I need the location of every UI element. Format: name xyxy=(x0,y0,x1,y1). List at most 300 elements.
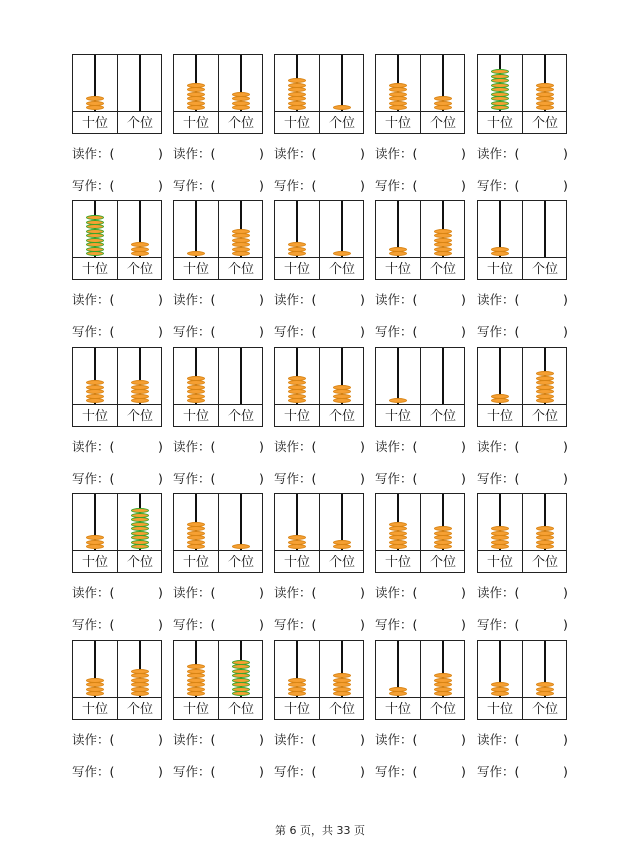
abacus-diagram xyxy=(72,493,162,573)
write-as-label: 写作：( xyxy=(375,764,418,779)
close-paren: ) xyxy=(461,324,466,339)
tens-label: 十位 xyxy=(283,262,310,277)
write-as-label: 写作：( xyxy=(173,764,216,779)
ones-label: 个位 xyxy=(328,262,355,277)
close-paren: ) xyxy=(259,732,264,747)
write-as-line xyxy=(72,471,168,487)
tens-bead xyxy=(86,535,104,540)
tens-bead xyxy=(491,69,509,74)
close-paren: ) xyxy=(158,146,163,161)
close-paren: ) xyxy=(158,764,163,779)
exercise-item xyxy=(274,54,374,194)
close-paren: ) xyxy=(461,146,466,161)
read-as-line xyxy=(477,439,573,455)
tens-bead xyxy=(86,215,104,220)
close-paren: ) xyxy=(158,732,163,747)
write-as-line xyxy=(173,471,269,487)
tens-bead xyxy=(491,531,509,536)
write-as-label: 写作：( xyxy=(72,324,115,339)
ones-bead xyxy=(434,687,452,692)
abacus-diagram xyxy=(173,640,263,720)
tens-bead xyxy=(288,535,306,540)
ones-label: 个位 xyxy=(429,409,456,424)
tens-bead xyxy=(491,540,509,545)
write-as-label: 写作：( xyxy=(375,178,418,193)
ones-label: 个位 xyxy=(227,555,254,570)
write-as-line xyxy=(375,324,471,340)
ones-bead xyxy=(536,389,554,394)
ones-bead xyxy=(333,394,351,399)
read-as-line xyxy=(375,732,471,748)
exercise-item xyxy=(477,493,577,633)
close-paren: ) xyxy=(259,764,264,779)
abacus-diagram xyxy=(173,200,263,280)
tens-bead xyxy=(187,678,205,683)
tens-bead xyxy=(86,224,104,229)
tens-label: 十位 xyxy=(486,702,513,717)
write-as-line xyxy=(72,178,168,194)
read-as-label: 读作：( xyxy=(274,732,317,747)
ones-bead xyxy=(434,242,452,247)
tens-bead xyxy=(187,540,205,545)
tens-bead xyxy=(187,682,205,687)
page-footer: 第 6 页，共 33 页 xyxy=(275,824,365,837)
tens-bead xyxy=(389,83,407,88)
ones-bead xyxy=(232,544,250,549)
ones-label: 个位 xyxy=(429,116,456,131)
ones-bead xyxy=(131,526,149,531)
abacus-diagram xyxy=(477,493,567,573)
exercise-item xyxy=(173,493,273,633)
ones-bead xyxy=(232,233,250,238)
tens-bead xyxy=(491,105,509,110)
ones-bead xyxy=(131,398,149,403)
read-as-line xyxy=(375,439,471,455)
tens-label: 十位 xyxy=(486,409,513,424)
tens-label: 十位 xyxy=(81,409,108,424)
ones-bead xyxy=(536,101,554,106)
ones-bead xyxy=(536,544,554,549)
tens-bead xyxy=(491,535,509,540)
tens-label: 十位 xyxy=(486,116,513,131)
ones-bead xyxy=(536,526,554,531)
read-as-label: 读作：( xyxy=(72,585,115,600)
tens-bead xyxy=(389,535,407,540)
exercise-item xyxy=(375,347,475,487)
exercise-item xyxy=(72,493,172,633)
tens-bead xyxy=(491,92,509,97)
read-as-line xyxy=(477,146,573,162)
abacus-diagram xyxy=(375,347,465,427)
ones-rod xyxy=(341,55,343,111)
tens-label: 十位 xyxy=(283,555,310,570)
ones-bead xyxy=(434,678,452,683)
tens-bead xyxy=(187,92,205,97)
tens-bead xyxy=(187,251,205,256)
read-as-line xyxy=(477,585,573,601)
write-as-line xyxy=(173,178,269,194)
abacus-diagram xyxy=(72,347,162,427)
write-as-line xyxy=(477,764,573,780)
write-as-label: 写作：( xyxy=(375,324,418,339)
exercise-item xyxy=(375,640,475,780)
write-as-label: 写作：( xyxy=(477,617,520,632)
tens-bead xyxy=(86,389,104,394)
tens-bead xyxy=(86,398,104,403)
ones-bead xyxy=(536,398,554,403)
tens-bead xyxy=(187,535,205,540)
ones-label: 个位 xyxy=(126,116,153,131)
ones-bead xyxy=(232,678,250,683)
write-as-label: 写作：( xyxy=(274,764,317,779)
tens-bead xyxy=(389,105,407,110)
tens-bead xyxy=(288,682,306,687)
ones-bead xyxy=(232,229,250,234)
ones-bead xyxy=(333,389,351,394)
tens-label: 十位 xyxy=(182,262,209,277)
tens-bead xyxy=(288,96,306,101)
read-as-label: 读作：( xyxy=(477,439,520,454)
tens-bead xyxy=(86,544,104,549)
close-paren: ) xyxy=(259,617,264,632)
close-paren: ) xyxy=(158,585,163,600)
write-as-line xyxy=(72,324,168,340)
ones-bead xyxy=(536,682,554,687)
tens-label: 十位 xyxy=(81,262,108,277)
read-as-label: 读作：( xyxy=(375,146,418,161)
ones-bead xyxy=(131,394,149,399)
write-as-label: 写作：( xyxy=(72,471,115,486)
ones-label: 个位 xyxy=(227,116,254,131)
ones-bead xyxy=(131,687,149,692)
ones-bead xyxy=(232,669,250,674)
tens-bead xyxy=(288,105,306,110)
close-paren: ) xyxy=(461,764,466,779)
tens-bead xyxy=(288,87,306,92)
ones-label: 个位 xyxy=(531,555,558,570)
ones-label: 个位 xyxy=(531,262,558,277)
close-paren: ) xyxy=(461,585,466,600)
read-as-line xyxy=(72,439,168,455)
write-as-label: 写作：( xyxy=(477,471,520,486)
tens-bead xyxy=(288,540,306,545)
tens-bead xyxy=(86,540,104,545)
read-as-label: 读作：( xyxy=(274,439,317,454)
close-paren: ) xyxy=(360,324,365,339)
read-as-label: 读作：( xyxy=(477,732,520,747)
write-as-label: 写作：( xyxy=(477,324,520,339)
tens-bead xyxy=(288,385,306,390)
tens-bead xyxy=(187,691,205,696)
write-as-line xyxy=(72,617,168,633)
tens-bead xyxy=(86,96,104,101)
abacus-diagram xyxy=(375,640,465,720)
ones-bead xyxy=(536,96,554,101)
close-paren: ) xyxy=(360,732,365,747)
tens-rod xyxy=(397,348,399,404)
tens-rod xyxy=(195,201,197,257)
ones-bead xyxy=(232,251,250,256)
read-as-line xyxy=(173,439,269,455)
exercise-item xyxy=(477,54,577,194)
ones-label: 个位 xyxy=(429,555,456,570)
ones-bead xyxy=(131,513,149,518)
tens-bead xyxy=(86,251,104,256)
abacus-diagram xyxy=(173,54,263,134)
read-as-line xyxy=(375,585,471,601)
ones-bead xyxy=(536,83,554,88)
tens-bead xyxy=(187,673,205,678)
ones-bead xyxy=(434,526,452,531)
tens-bead xyxy=(389,526,407,531)
tens-bead xyxy=(288,544,306,549)
tens-bead xyxy=(86,682,104,687)
write-as-line xyxy=(375,471,471,487)
ones-bead xyxy=(536,531,554,536)
tens-bead xyxy=(389,247,407,252)
exercise-item xyxy=(72,200,172,340)
read-as-line xyxy=(375,292,471,308)
close-paren: ) xyxy=(158,439,163,454)
write-as-line xyxy=(477,471,573,487)
close-paren: ) xyxy=(461,439,466,454)
ones-bead xyxy=(131,385,149,390)
tens-bead xyxy=(491,247,509,252)
tens-bead xyxy=(491,83,509,88)
ones-bead xyxy=(434,682,452,687)
ones-bead xyxy=(232,691,250,696)
ones-bead xyxy=(131,535,149,540)
ones-bead xyxy=(131,508,149,513)
tens-bead xyxy=(491,78,509,83)
tens-label: 十位 xyxy=(384,116,411,131)
tens-bead xyxy=(86,691,104,696)
ones-bead xyxy=(232,673,250,678)
close-paren: ) xyxy=(259,471,264,486)
tens-bead xyxy=(86,105,104,110)
write-as-label: 写作：( xyxy=(477,764,520,779)
exercise-item xyxy=(477,200,577,340)
tens-bead xyxy=(288,376,306,381)
ones-bead xyxy=(536,376,554,381)
ones-bead xyxy=(434,247,452,252)
close-paren: ) xyxy=(360,439,365,454)
write-as-line xyxy=(173,764,269,780)
close-paren: ) xyxy=(259,324,264,339)
tens-label: 十位 xyxy=(81,702,108,717)
exercise-item xyxy=(274,640,374,780)
tens-bead xyxy=(86,101,104,106)
abacus-diagram xyxy=(72,640,162,720)
write-as-line xyxy=(274,764,370,780)
tens-label: 十位 xyxy=(486,262,513,277)
close-paren: ) xyxy=(158,471,163,486)
ones-rod xyxy=(341,201,343,257)
tens-bead xyxy=(187,101,205,106)
ones-bead xyxy=(131,544,149,549)
read-as-line xyxy=(375,146,471,162)
close-paren: ) xyxy=(461,178,466,193)
read-as-label: 读作：( xyxy=(274,292,317,307)
tens-bead xyxy=(288,687,306,692)
abacus-diagram xyxy=(274,640,364,720)
ones-bead xyxy=(131,247,149,252)
read-as-label: 读作：( xyxy=(375,585,418,600)
tens-bead xyxy=(86,247,104,252)
tens-bead xyxy=(288,678,306,683)
ones-bead xyxy=(232,101,250,106)
close-paren: ) xyxy=(158,292,163,307)
ones-bead xyxy=(434,531,452,536)
read-as-label: 读作：( xyxy=(375,732,418,747)
abacus-diagram xyxy=(274,347,364,427)
close-paren: ) xyxy=(259,439,264,454)
ones-bead xyxy=(131,251,149,256)
exercise-item xyxy=(72,347,172,487)
ones-rod xyxy=(442,348,444,404)
tens-bead xyxy=(491,691,509,696)
close-paren: ) xyxy=(563,178,568,193)
close-paren: ) xyxy=(360,178,365,193)
write-as-line xyxy=(274,324,370,340)
tens-bead xyxy=(389,251,407,256)
read-as-label: 读作：( xyxy=(72,146,115,161)
write-as-line xyxy=(375,764,471,780)
ones-label: 个位 xyxy=(429,262,456,277)
abacus-diagram xyxy=(274,493,364,573)
tens-bead xyxy=(288,83,306,88)
ones-bead xyxy=(536,691,554,696)
tens-bead xyxy=(288,389,306,394)
exercise-item xyxy=(375,54,475,194)
read-as-label: 读作：( xyxy=(477,292,520,307)
write-as-label: 写作：( xyxy=(72,178,115,193)
read-as-line xyxy=(173,732,269,748)
ones-bead xyxy=(434,229,452,234)
tens-bead xyxy=(389,398,407,403)
close-paren: ) xyxy=(360,585,365,600)
tens-bead xyxy=(389,96,407,101)
ones-bead xyxy=(232,687,250,692)
read-as-line xyxy=(477,732,573,748)
read-as-line xyxy=(173,146,269,162)
close-paren: ) xyxy=(563,585,568,600)
ones-bead xyxy=(536,385,554,390)
exercise-item xyxy=(274,493,374,633)
write-as-line xyxy=(274,617,370,633)
exercise-item xyxy=(375,200,475,340)
ones-label: 个位 xyxy=(531,702,558,717)
tens-bead xyxy=(187,385,205,390)
ones-bead xyxy=(434,238,452,243)
ones-bead xyxy=(434,673,452,678)
close-paren: ) xyxy=(461,617,466,632)
tens-bead xyxy=(288,380,306,385)
tens-bead xyxy=(491,394,509,399)
ones-label: 个位 xyxy=(126,555,153,570)
tens-bead xyxy=(86,394,104,399)
tens-bead xyxy=(389,544,407,549)
ones-bead xyxy=(333,682,351,687)
tens-bead xyxy=(86,238,104,243)
tens-bead xyxy=(389,540,407,545)
ones-bead xyxy=(434,105,452,110)
read-as-line xyxy=(72,585,168,601)
ones-bead xyxy=(131,242,149,247)
tens-bead xyxy=(187,380,205,385)
read-as-label: 读作：( xyxy=(173,732,216,747)
tens-bead xyxy=(288,78,306,83)
tens-bead xyxy=(389,687,407,692)
exercise-item xyxy=(477,347,577,487)
read-as-label: 读作：( xyxy=(274,146,317,161)
tens-label: 十位 xyxy=(283,702,310,717)
read-as-line xyxy=(274,146,370,162)
tens-bead xyxy=(491,87,509,92)
tens-bead xyxy=(187,389,205,394)
ones-rod xyxy=(240,494,242,550)
write-as-label: 写作：( xyxy=(375,471,418,486)
read-as-line xyxy=(72,146,168,162)
tens-bead xyxy=(86,229,104,234)
read-as-label: 读作：( xyxy=(173,146,216,161)
exercise-item xyxy=(375,493,475,633)
ones-bead xyxy=(536,92,554,97)
write-as-line xyxy=(375,178,471,194)
ones-rod xyxy=(139,55,141,111)
read-as-label: 读作：( xyxy=(173,292,216,307)
ones-label: 个位 xyxy=(328,555,355,570)
tens-bead xyxy=(86,385,104,390)
ones-bead xyxy=(232,247,250,252)
tens-label: 十位 xyxy=(384,702,411,717)
tens-bead xyxy=(288,251,306,256)
ones-bead xyxy=(536,371,554,376)
write-as-label: 写作：( xyxy=(173,471,216,486)
tens-bead xyxy=(187,687,205,692)
close-paren: ) xyxy=(360,146,365,161)
read-as-line xyxy=(72,732,168,748)
close-paren: ) xyxy=(563,292,568,307)
abacus-diagram xyxy=(477,54,567,134)
tens-label: 十位 xyxy=(182,409,209,424)
ones-bead xyxy=(131,540,149,545)
ones-bead xyxy=(434,544,452,549)
tens-bead xyxy=(187,83,205,88)
ones-label: 个位 xyxy=(531,409,558,424)
tens-bead xyxy=(187,398,205,403)
read-as-label: 读作：( xyxy=(375,292,418,307)
tens-bead xyxy=(86,220,104,225)
exercise-item xyxy=(173,640,273,780)
ones-bead xyxy=(232,664,250,669)
read-as-label: 读作：( xyxy=(477,146,520,161)
abacus-diagram xyxy=(173,493,263,573)
tens-bead xyxy=(491,544,509,549)
tens-bead xyxy=(187,522,205,527)
write-as-line xyxy=(274,178,370,194)
write-as-line xyxy=(173,617,269,633)
read-as-label: 读作：( xyxy=(72,439,115,454)
tens-bead xyxy=(389,101,407,106)
ones-rod xyxy=(544,201,546,257)
tens-bead xyxy=(288,398,306,403)
tens-bead xyxy=(187,394,205,399)
ones-bead xyxy=(434,251,452,256)
ones-bead xyxy=(536,394,554,399)
abacus-diagram xyxy=(274,200,364,280)
abacus-diagram xyxy=(173,347,263,427)
